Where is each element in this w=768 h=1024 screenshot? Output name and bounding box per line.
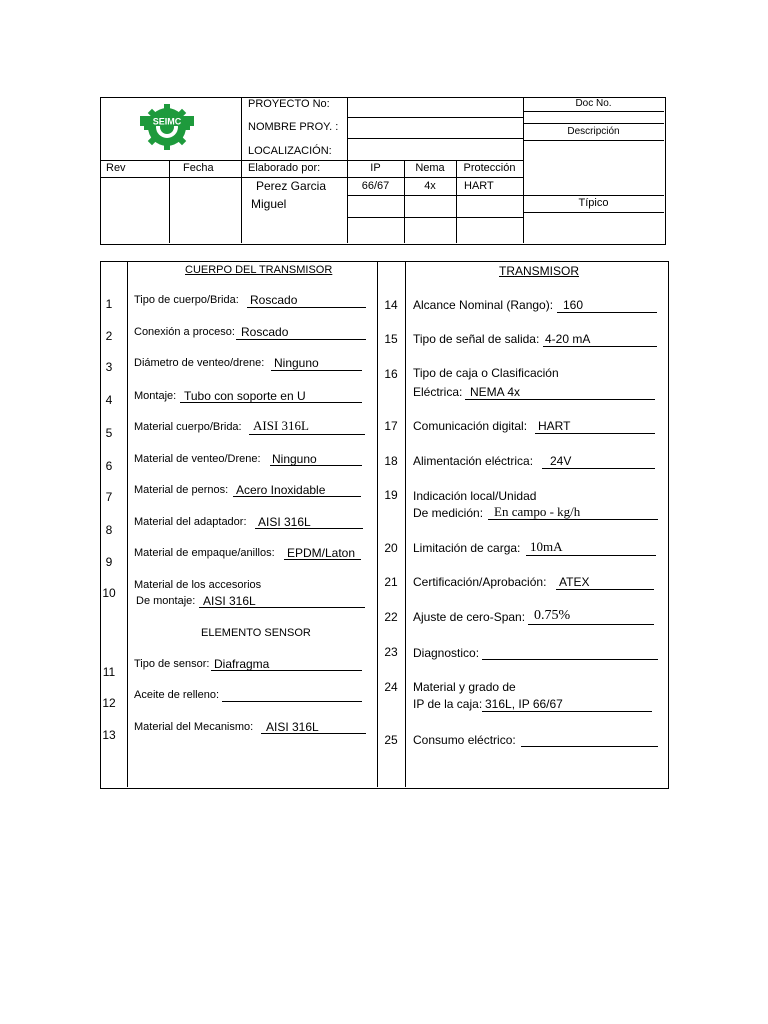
divider-line — [556, 589, 654, 590]
item-number: 15 — [384, 332, 398, 346]
divider-line — [169, 160, 170, 243]
field-value: ATEX — [559, 575, 590, 589]
field-value: Roscado — [241, 325, 289, 339]
nema-label: Nema — [415, 162, 445, 174]
item-number: 21 — [384, 575, 398, 589]
field-label: Indicación local/Unidad — [413, 489, 537, 503]
divider-line — [523, 212, 664, 213]
field-value: AISI 316L — [258, 515, 311, 529]
field-value: Acero Inoxidable — [236, 483, 326, 497]
field-label: Material del Mecanismo: — [134, 721, 254, 733]
field-label: Alimentación eléctrica: — [413, 454, 534, 468]
field-label: Ajuste de cero-Span: — [413, 610, 526, 624]
field-label-line2: IP de la caja: — [413, 697, 483, 711]
divider-line — [465, 399, 655, 400]
ip-value: 66/67 — [361, 180, 390, 192]
item-number: 14 — [384, 298, 398, 312]
field-value: 10mA — [530, 539, 563, 554]
item-number: 13 — [102, 728, 116, 742]
divider-line — [233, 496, 361, 497]
field-label: Material de pernos: — [134, 484, 229, 496]
field-label: Montaje: — [134, 390, 177, 402]
field-value: 4-20 mA — [545, 332, 591, 346]
divider-line — [526, 555, 656, 556]
logo-text: SEIMC — [152, 116, 182, 127]
section-title-sensor: ELEMENTO SENSOR — [201, 627, 311, 639]
item-number: 24 — [384, 680, 398, 694]
elaborado-label: Elaborado por: — [248, 162, 321, 174]
field-label: Material de empaque/anillos: — [134, 547, 275, 559]
field-label-line2: De montaje: — [136, 595, 196, 607]
field-value: Ninguno — [274, 356, 319, 370]
doc-no-label: Doc No. — [575, 98, 612, 109]
item-number: 12 — [102, 696, 116, 710]
descripcion-label: Descripción — [567, 126, 620, 137]
field-label-line2: Eléctrica: — [413, 385, 463, 399]
item-number: 25 — [384, 733, 398, 747]
divider-line — [271, 370, 362, 371]
field-value: HART — [538, 419, 571, 433]
field-label-line2: De medición: — [413, 506, 484, 520]
divider-line — [100, 177, 523, 178]
field-label: Alcance Nominal (Rango): — [413, 298, 554, 312]
divider-line — [261, 733, 366, 734]
field-value: Diafragma — [214, 657, 270, 671]
section-title-cuerpo: CUERPO DEL TRANSMISOR — [185, 264, 333, 276]
divider-line — [543, 346, 657, 347]
item-number: 3 — [105, 360, 113, 374]
divider-line — [523, 111, 664, 112]
field-label: Aceite de relleno: — [134, 689, 219, 701]
rev-label: Rev — [106, 162, 126, 174]
tipico-label: Típico — [578, 197, 609, 209]
item-number: 8 — [105, 523, 113, 537]
field-value: 0.75% — [534, 608, 571, 623]
field-label: Material del adaptador: — [134, 516, 247, 528]
divider-line — [347, 117, 523, 118]
item-number: 22 — [384, 610, 398, 624]
field-value: 316L, IP 66/67 — [485, 697, 563, 711]
field-value: EPDM/Laton — [287, 546, 356, 560]
item-number: 6 — [105, 459, 113, 473]
company-logo — [136, 101, 198, 153]
field-label: Material cuerpo/Brida: — [134, 421, 242, 433]
nombre-label: NOMBRE PROY. : — [248, 121, 339, 133]
field-label: Tipo de señal de salida: — [413, 332, 540, 346]
ip-label: IP — [370, 162, 381, 174]
field-label: Material de los accesorios — [134, 579, 262, 591]
section-title-transmisor: TRANSMISOR — [499, 264, 580, 278]
divider-line — [211, 670, 362, 671]
divider-line — [482, 659, 658, 660]
divider-line — [249, 434, 365, 435]
item-number: 16 — [384, 367, 398, 381]
divider-line — [523, 140, 664, 141]
field-label: Diagnostico: — [413, 646, 480, 660]
divider-line — [247, 307, 366, 308]
field-label: Comunicación digital: — [413, 419, 528, 433]
field-value: 24V — [550, 454, 572, 468]
field-label: Material y grado de — [413, 680, 516, 694]
divider-line — [347, 217, 523, 218]
item-number: 18 — [384, 454, 398, 468]
fecha-label: Fecha — [183, 162, 214, 174]
localizacion-label: LOCALIZACIÓN: — [248, 145, 332, 157]
divider-line — [542, 468, 655, 469]
item-number: 5 — [105, 426, 113, 440]
item-number: 17 — [384, 419, 398, 433]
divider-line — [557, 312, 657, 313]
proteccion-label: Protección — [463, 162, 516, 174]
field-value: Tubo con soporte en U — [184, 389, 306, 403]
elaborado-value-line2: Miguel — [251, 197, 287, 211]
item-number: 19 — [384, 488, 398, 502]
divider-line — [236, 339, 366, 340]
field-label: Tipo de caja o Clasificación — [413, 366, 559, 380]
divider-line — [222, 701, 362, 702]
field-label: Tipo de cuerpo/Brida: — [134, 294, 239, 306]
item-number: 20 — [384, 541, 398, 555]
item-number: 11 — [102, 665, 116, 679]
field-label: Diámetro de venteo/drene: — [134, 357, 265, 369]
field-label: Certificación/Aprobación: — [413, 575, 547, 589]
field-label: Conexión a proceso: — [134, 326, 235, 338]
divider-line — [127, 261, 128, 787]
divider-line — [180, 402, 362, 403]
field-value: AISI 316L — [266, 720, 319, 734]
divider-line — [528, 624, 654, 625]
divider-line — [488, 519, 658, 520]
divider-line — [284, 559, 361, 560]
divider-line — [347, 138, 523, 139]
elaborado-value-line1: Perez Garcia — [256, 179, 327, 193]
item-number: 1 — [105, 297, 113, 311]
item-number: 4 — [105, 393, 113, 407]
field-label: Consumo eléctrico: — [413, 733, 516, 747]
field-label: Tipo de sensor: — [134, 658, 210, 670]
field-label: Limitación de carga: — [413, 541, 521, 555]
field-value: Roscado — [250, 293, 298, 307]
field-value: NEMA 4x — [470, 385, 521, 399]
nema-value: 4x — [424, 180, 436, 192]
item-number: 7 — [105, 490, 113, 504]
item-number: 9 — [105, 555, 113, 569]
item-number: 2 — [105, 329, 113, 343]
field-value: AISI 316L — [253, 418, 309, 433]
divider-line — [521, 746, 658, 747]
item-number: 23 — [384, 645, 398, 659]
field-value: Ninguno — [272, 452, 317, 466]
field-value: AISI 316L — [203, 594, 256, 608]
divider-line — [523, 123, 664, 124]
divider-line — [482, 711, 652, 712]
divider-line — [535, 433, 655, 434]
divider-line — [241, 97, 242, 243]
divider-line — [199, 607, 365, 608]
proteccion-value: HART — [464, 180, 494, 192]
proyecto-label: PROYECTO No: — [248, 98, 330, 110]
field-value: En campo - kg/h — [494, 504, 581, 519]
divider-line — [405, 261, 406, 787]
divider-line — [523, 97, 524, 243]
divider-line — [270, 465, 362, 466]
divider-line — [255, 528, 363, 529]
field-label: Material de venteo/Drene: — [134, 453, 261, 465]
field-value: 160 — [563, 298, 584, 312]
item-number: 10 — [102, 586, 116, 600]
